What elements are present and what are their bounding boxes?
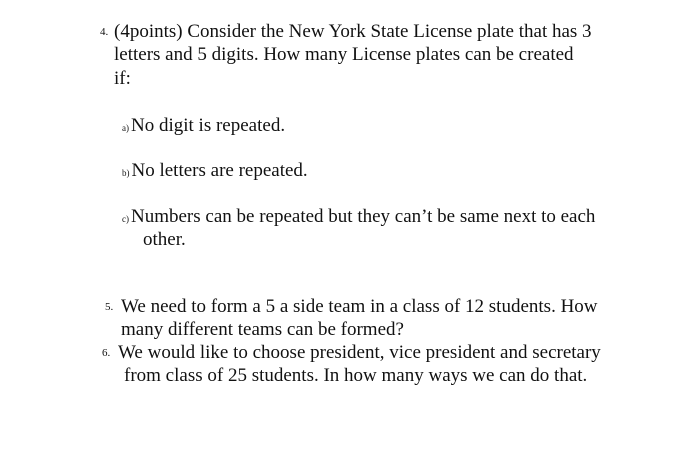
question-4a-text: No digit is repeated. xyxy=(131,115,286,136)
question-4c-text-line-2: other. xyxy=(143,229,186,250)
question-4b-label: b) xyxy=(122,168,130,178)
question-6-number: 6. xyxy=(102,347,111,359)
question-4-line-3: if: xyxy=(114,68,131,89)
question-6-line-1: We would like to choose president, vice president and secretary xyxy=(118,342,601,363)
question-4-line-2: letters and 5 digits. How many License plates can be created xyxy=(114,44,574,65)
question-5-line-2: many different teams can be formed? xyxy=(121,319,404,340)
question-4c-label: c) xyxy=(122,214,129,224)
question-4a-label: a) xyxy=(122,123,129,133)
question-4b xyxy=(122,159,308,185)
question-5-line-1: We need to form a 5 a side team in a class of 12 students. How xyxy=(121,296,598,317)
question-4a xyxy=(122,114,285,140)
question-5-number: 5. xyxy=(105,301,114,313)
question-4c-text-line-1: Numbers can be repeated but they can’t be same next to each xyxy=(131,206,596,227)
question-6-line-2: from class of 25 students. In how many ways we can do that. xyxy=(124,365,588,386)
question-4-line-1: (4points) Consider the New York State License plate that has 3 xyxy=(114,21,592,42)
question-4c xyxy=(122,205,595,231)
question-4b-text: No letters are repeated. xyxy=(131,160,308,181)
question-4-number: 4. xyxy=(100,26,109,38)
